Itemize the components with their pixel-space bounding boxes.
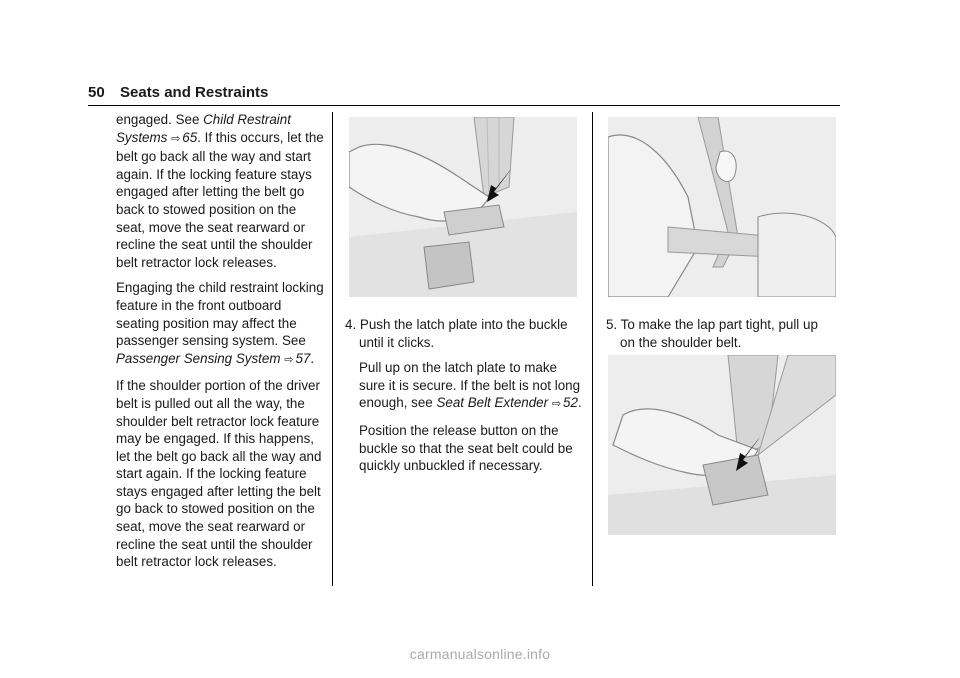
step-5: 5. To make the lap part tight, pull up on the shoulder belt. xyxy=(606,317,818,350)
watermark: carmanualsonline.info xyxy=(409,646,551,662)
paragraph: Pull up on the latch plate to make sure it is secure. If the belt is not long enough, see Seat Belt Extender ⇨ 52. xyxy=(359,360,582,411)
step-4: 4. Push the latch plate into the buckle until it clicks. xyxy=(345,317,568,350)
cross-reference-page[interactable]: 57 xyxy=(295,350,311,366)
paragraph: engaged. See Child Restraint Systems ⇨ 65. If this occurs, let the belt go back all the way and start again. If the locking feature stays engaged after letting the belt go back to stowed position on the seat, move the seat rearward or recline the seat until the shoulder belt retractor lock releases. xyxy=(116,112,324,270)
section-title: Seats and Restraints xyxy=(120,84,269,101)
page-header xyxy=(88,84,840,104)
cross-reference-link[interactable]: Passenger Sensing System xyxy=(116,350,281,366)
page-reference-icon: ⇨ xyxy=(171,132,181,145)
cross-reference-link[interactable]: Seat Belt Extender xyxy=(436,395,549,411)
lap-belt-tightening-illustration-icon xyxy=(608,117,836,297)
page-reference-icon: ⇨ xyxy=(551,398,562,411)
cross-reference-page[interactable]: 52 xyxy=(563,395,578,411)
paragraph: Engaging the child restraint locking feature in the front outboard seating position may affect the passenger sensing system. See Passenger Sensing System ⇨ 57. xyxy=(116,280,324,366)
page-reference-icon: ⇨ xyxy=(284,353,294,366)
buckle-release-illustration-icon xyxy=(608,355,836,535)
column-divider-1 xyxy=(332,112,333,586)
header-rule xyxy=(88,105,840,106)
paragraph: Position the release button on the buckle so that the seat belt could be quickly unbuckled if necessary. xyxy=(359,422,573,474)
column-divider-2 xyxy=(592,112,593,586)
cross-reference-link[interactable]: Child Restraint Systems xyxy=(116,112,291,145)
page-number: 50 xyxy=(88,84,105,101)
text-column-3 xyxy=(606,316,836,359)
paragraph: If the shoulder portion of the driver belt is pulled out all the way, the shoulder belt retractor lock feature may be engaged. If this happens, let the belt go back all the way and start again. If the locking feature stays engaged after letting the belt go back to stowed position on the seat, move the seat rearward or recline the seat until the shoulder belt retractor lock releases. xyxy=(116,378,322,570)
text-column-1 xyxy=(116,111,328,579)
text-column-2 xyxy=(345,316,585,483)
seat-belt-latch-illustration-icon xyxy=(349,117,577,297)
cross-reference-page[interactable]: 65 xyxy=(182,129,198,145)
